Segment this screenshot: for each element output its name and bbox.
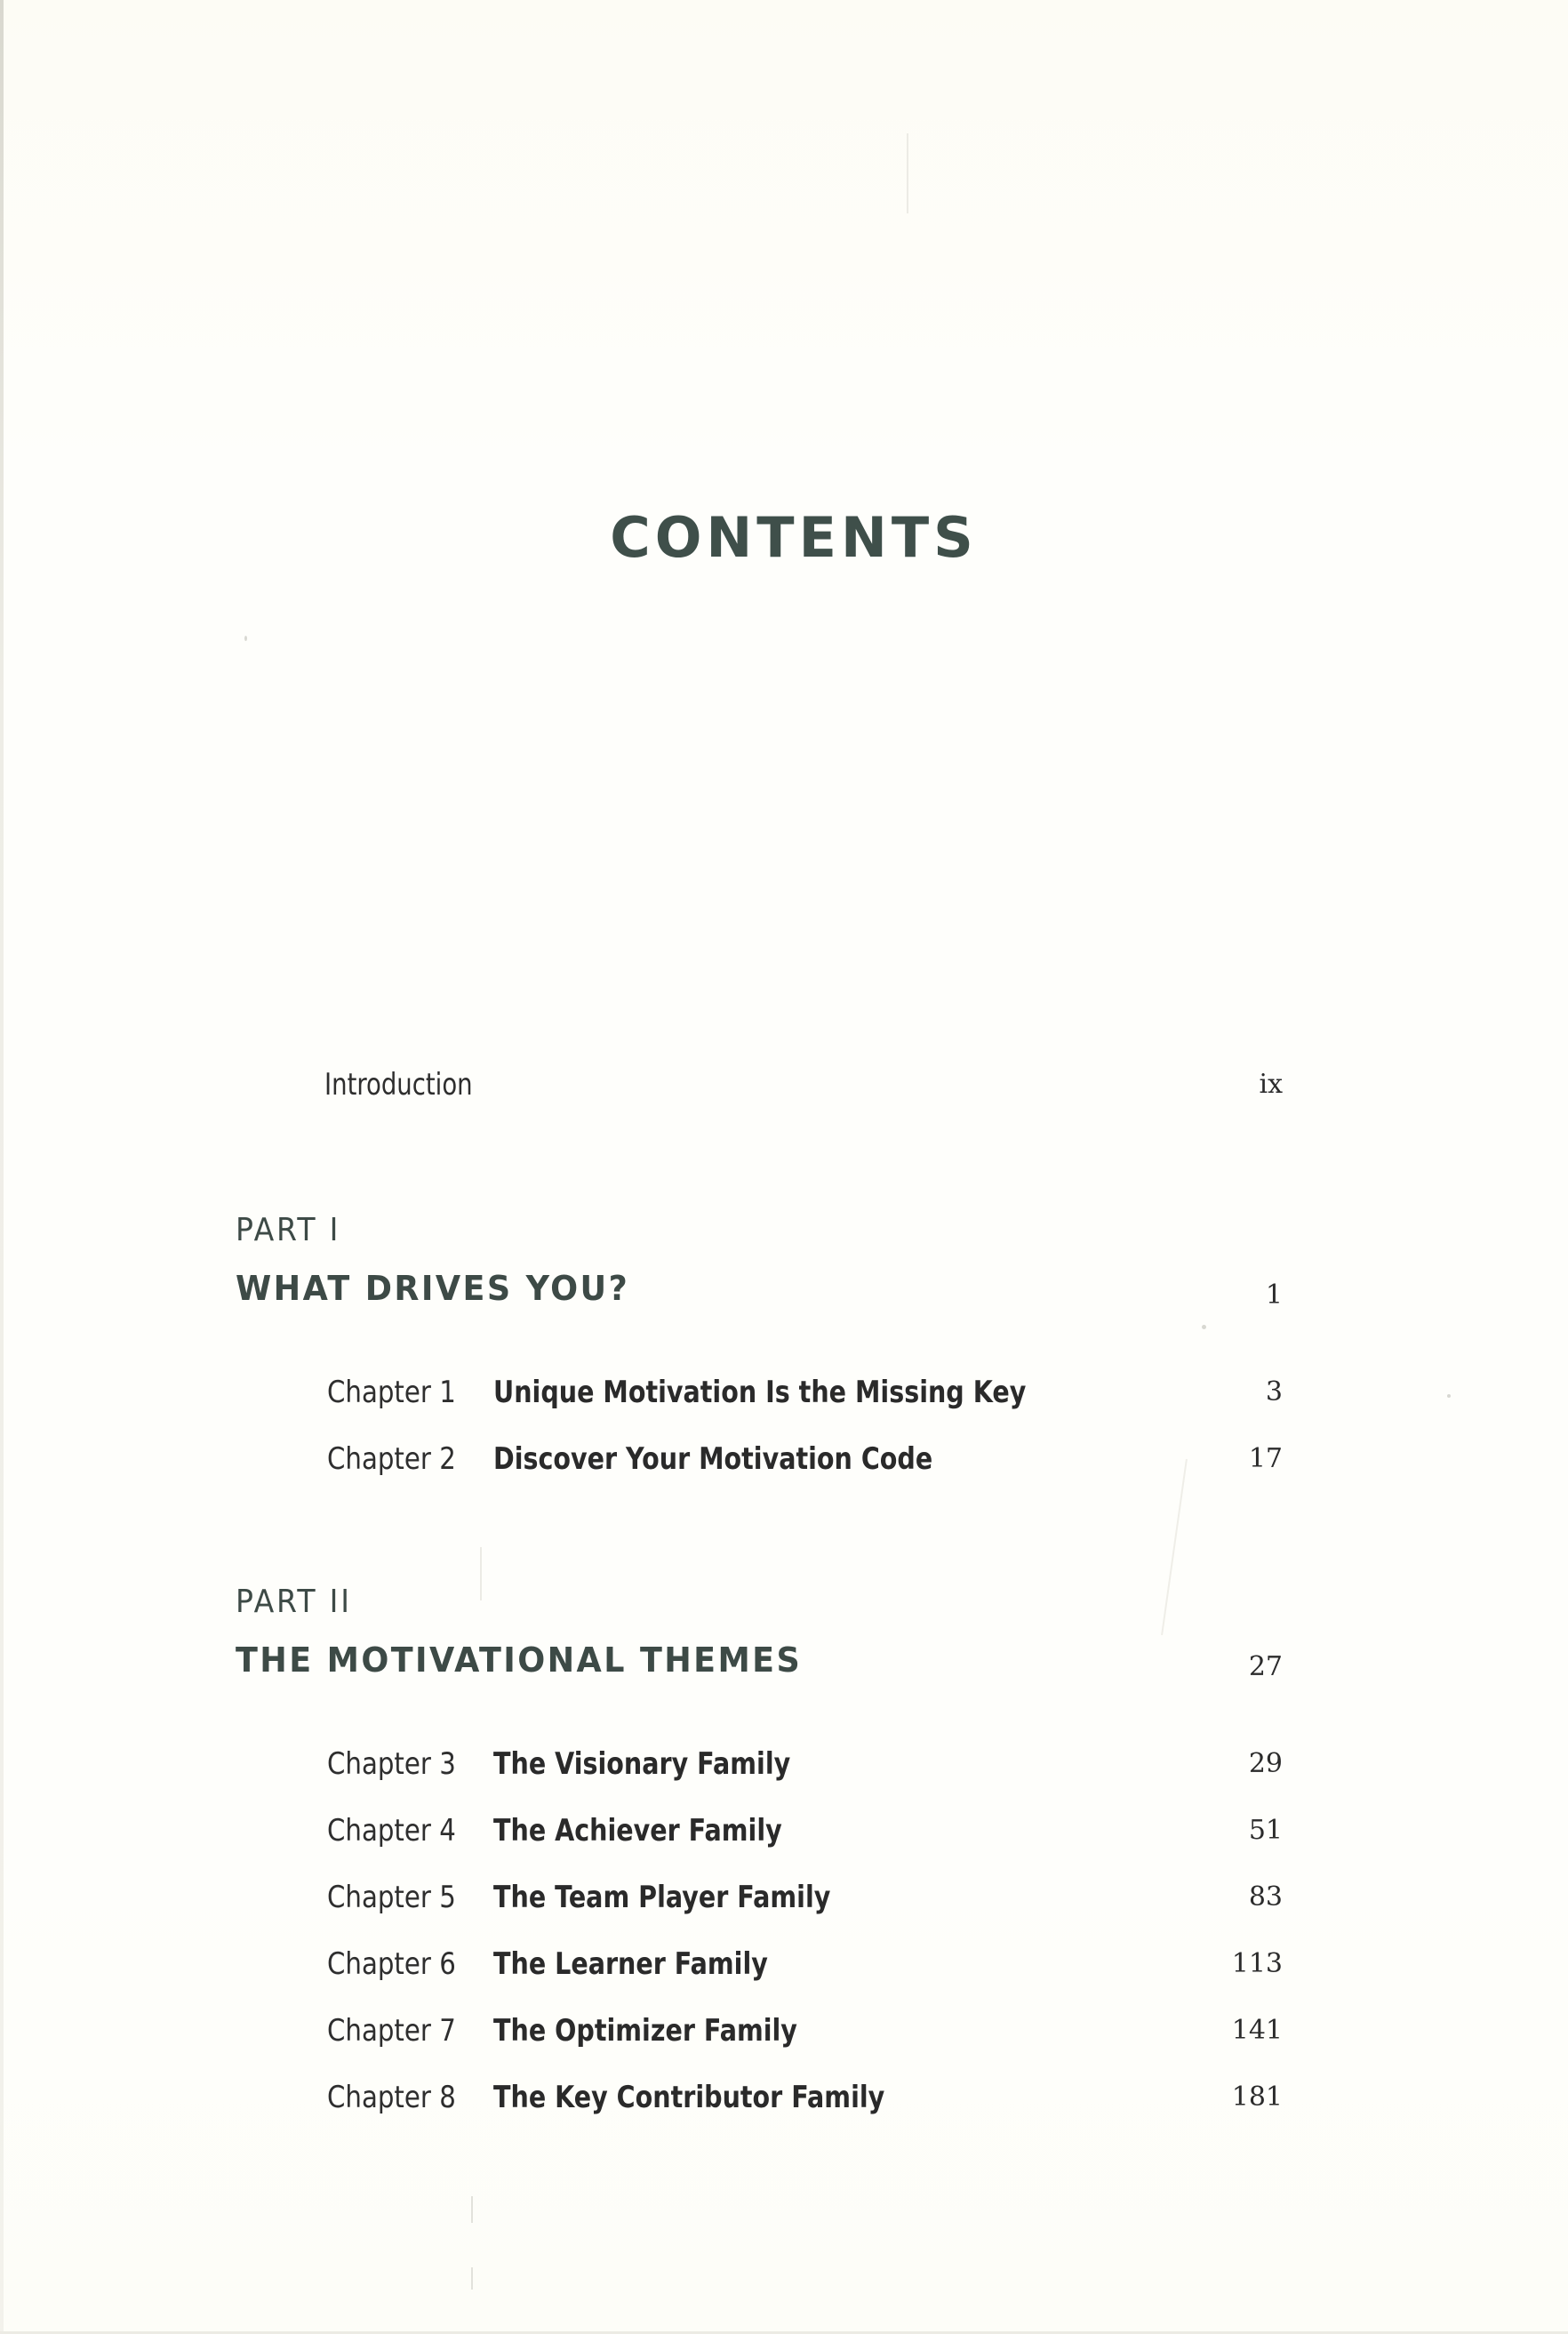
scan-artifact	[907, 133, 908, 213]
chapter-title: The Learner Family	[493, 1946, 768, 1982]
toc-entry-chapter-3[interactable]	[0, 1746, 1568, 1793]
part-label: PART II	[236, 1584, 352, 1620]
chapter-title: Unique Motivation Is the Missing Key	[493, 1375, 1027, 1410]
toc-entry-chapter-4[interactable]	[0, 1813, 1568, 1860]
chapter-label: Chapter 2	[327, 1441, 456, 1477]
toc-entry-chapter-8[interactable]	[0, 2082, 1568, 2127]
page-number: 83	[1248, 1881, 1283, 1913]
chapter-title: Discover Your Motivation Code	[493, 1441, 933, 1477]
chapter-label: Chapter 8	[327, 2080, 456, 2115]
page-number: 3	[1265, 1376, 1283, 1408]
toc-entry-part-1[interactable]	[0, 1271, 1568, 1316]
page-number: 51	[1248, 1815, 1283, 1846]
toc-entry-part-2[interactable]	[0, 1640, 1568, 1688]
page-number: 181	[1231, 2081, 1283, 2113]
chapter-title: The Team Player Family	[493, 1880, 831, 1915]
part-title: THE MOTIVATIONAL THEMES	[236, 1640, 803, 1680]
toc-entry-chapter-6[interactable]	[0, 1946, 1568, 1993]
page-number: 29	[1248, 1748, 1283, 1779]
toc-entry-chapter-1[interactable]	[0, 1377, 1568, 1422]
toc-entry-introduction[interactable]	[0, 1067, 1568, 1114]
page-title: CONTENTS	[610, 505, 978, 570]
scan-artifact	[471, 2196, 473, 2223]
part-title: WHAT DRIVES YOU?	[236, 1269, 630, 1308]
chapter-title: The Key Contributor Family	[493, 2080, 885, 2115]
chapter-label: Chapter 1	[327, 1375, 456, 1410]
page-number: 1	[1265, 1279, 1283, 1311]
scan-speck	[1202, 1325, 1206, 1329]
toc-entry-chapter-7[interactable]	[0, 2013, 1568, 2060]
chapter-title: The Achiever Family	[493, 1813, 782, 1849]
chapter-label: Chapter 3	[327, 1746, 456, 1782]
chapter-label: Chapter 6	[327, 1946, 456, 1982]
toc-entry-chapter-2[interactable]	[0, 1441, 1568, 1488]
toc-entry-chapter-5[interactable]	[0, 1882, 1568, 1927]
chapter-label: Chapter 7	[327, 2013, 456, 2049]
scan-artifact	[471, 2267, 473, 2290]
part-label-row	[0, 1586, 1568, 1631]
page-number: 17	[1248, 1443, 1283, 1474]
scan-speck	[244, 636, 247, 641]
page-number: 141	[1231, 2015, 1283, 2046]
entry-label: Introduction	[324, 1067, 473, 1103]
chapter-title: The Optimizer Family	[493, 2013, 797, 2049]
part-label: PART I	[236, 1212, 341, 1248]
chapter-title: The Visionary Family	[493, 1746, 791, 1782]
part-label-row	[0, 1212, 1568, 1259]
chapter-label: Chapter 5	[327, 1880, 456, 1915]
page-number: ix	[1259, 1069, 1283, 1100]
chapter-label: Chapter 4	[327, 1813, 456, 1849]
page-number: 113	[1231, 1948, 1283, 1979]
page-number: 27	[1248, 1651, 1283, 1682]
